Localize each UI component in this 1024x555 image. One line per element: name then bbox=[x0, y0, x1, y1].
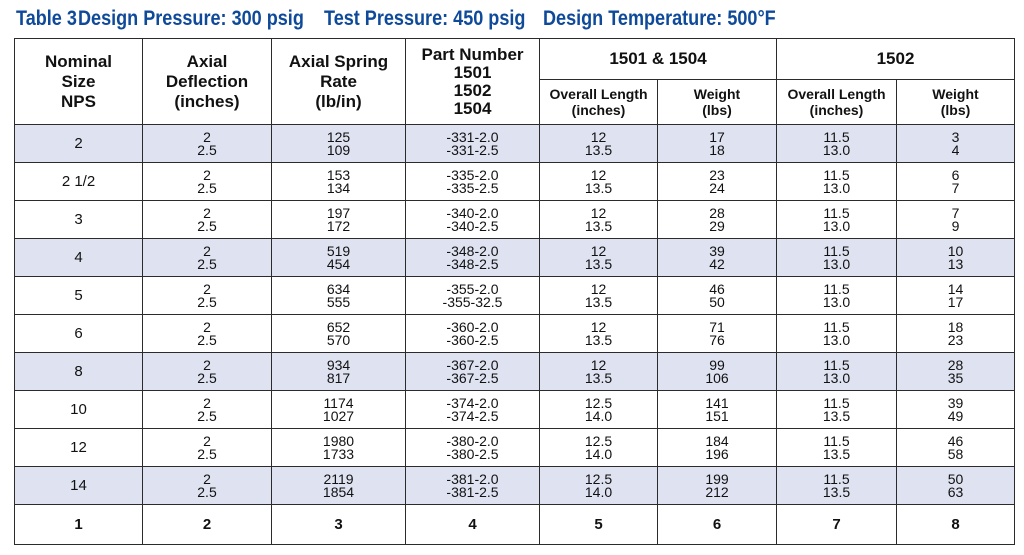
table-row bbox=[15, 353, 1015, 391]
table-row bbox=[15, 391, 1015, 429]
cell-length-a: 12.5 14.0 bbox=[540, 467, 658, 505]
cell-part-number: -381-2.0 -381-2.5 bbox=[406, 467, 540, 505]
cell-length-a: 12 13.5 bbox=[540, 163, 658, 201]
cell-length-a: 12 13.5 bbox=[540, 315, 658, 353]
cell-nps: 12 bbox=[15, 429, 143, 467]
cell-spring-rate: 1980 1733 bbox=[272, 429, 406, 467]
cell-nps: 6 bbox=[15, 315, 143, 353]
cell-spring-rate: 2119 1854 bbox=[272, 467, 406, 505]
column-number: 2 bbox=[143, 505, 272, 545]
table-title bbox=[16, 5, 813, 33]
header-overall-length-a: Overall Length (inches) bbox=[540, 80, 658, 125]
cell-length-a: 12 13.5 bbox=[540, 125, 658, 163]
cell-nps: 2 1/2 bbox=[15, 163, 143, 201]
column-number: 7 bbox=[777, 505, 897, 545]
header-group-1501-1504: 1501 & 1504 bbox=[540, 39, 777, 80]
cell-length-a: 12 13.5 bbox=[540, 277, 658, 315]
column-number: 8 bbox=[897, 505, 1015, 545]
cell-part-number: -380-2.0 -380-2.5 bbox=[406, 429, 540, 467]
cell-spring-rate: 1174 1027 bbox=[272, 391, 406, 429]
cell-spring-rate: 197 172 bbox=[272, 201, 406, 239]
cell-length-b: 11.5 13.0 bbox=[777, 239, 897, 277]
cell-length-a: 12.5 14.0 bbox=[540, 429, 658, 467]
cell-weight-a: 23 24 bbox=[658, 163, 777, 201]
header-group-1502: 1502 bbox=[777, 39, 1015, 80]
cell-part-number: -331-2.0 -331-2.5 bbox=[406, 125, 540, 163]
cell-spring-rate: 934 817 bbox=[272, 353, 406, 391]
table-row bbox=[15, 239, 1015, 277]
cell-weight-b: 50 63 bbox=[897, 467, 1015, 505]
header-nominal-size: Nominal Size NPS bbox=[15, 39, 143, 125]
cell-part-number: -348-2.0 -348-2.5 bbox=[406, 239, 540, 277]
cell-deflection: 2 2.5 bbox=[143, 163, 272, 201]
cell-nps: 2 bbox=[15, 125, 143, 163]
cell-length-b: 11.5 13.0 bbox=[777, 315, 897, 353]
column-number: 6 bbox=[658, 505, 777, 545]
cell-weight-b: 10 13 bbox=[897, 239, 1015, 277]
design-temperature: Design Temperature: 500°F bbox=[542, 7, 776, 30]
design-pressure: Design Pressure: 300 psig bbox=[77, 7, 304, 30]
cell-spring-rate: 652 570 bbox=[272, 315, 406, 353]
table-number: Table 3 bbox=[16, 7, 77, 30]
table-row bbox=[15, 315, 1015, 353]
cell-part-number: -335-2.0 -335-2.5 bbox=[406, 163, 540, 201]
cell-length-b: 11.5 13.5 bbox=[777, 429, 897, 467]
table-row bbox=[15, 277, 1015, 315]
cell-weight-a: 71 76 bbox=[658, 315, 777, 353]
header-overall-length-b: Overall Length (inches) bbox=[777, 80, 897, 125]
header-part-number: Part Number 1501 1502 1504 bbox=[406, 39, 540, 125]
column-number: 1 bbox=[15, 505, 143, 545]
cell-length-b: 11.5 13.0 bbox=[777, 125, 897, 163]
cell-weight-a: 99 106 bbox=[658, 353, 777, 391]
cell-length-b: 11.5 13.0 bbox=[777, 163, 897, 201]
header-weight-b: Weight (lbs) bbox=[897, 80, 1015, 125]
cell-weight-a: 39 42 bbox=[658, 239, 777, 277]
cell-spring-rate: 519 454 bbox=[272, 239, 406, 277]
column-number: 3 bbox=[272, 505, 406, 545]
cell-length-a: 12 13.5 bbox=[540, 239, 658, 277]
cell-weight-a: 141 151 bbox=[658, 391, 777, 429]
specification-table bbox=[14, 38, 1015, 545]
cell-deflection: 2 2.5 bbox=[143, 201, 272, 239]
cell-weight-b: 18 23 bbox=[897, 315, 1015, 353]
column-number-row bbox=[15, 505, 1015, 545]
cell-weight-a: 46 50 bbox=[658, 277, 777, 315]
cell-length-a: 12 13.5 bbox=[540, 353, 658, 391]
cell-spring-rate: 634 555 bbox=[272, 277, 406, 315]
cell-spring-rate: 125 109 bbox=[272, 125, 406, 163]
table-row bbox=[15, 201, 1015, 239]
cell-length-b: 11.5 13.0 bbox=[777, 277, 897, 315]
cell-length-b: 11.5 13.0 bbox=[777, 201, 897, 239]
table-row bbox=[15, 467, 1015, 505]
cell-weight-a: 184 196 bbox=[658, 429, 777, 467]
cell-weight-b: 28 35 bbox=[897, 353, 1015, 391]
cell-weight-b: 46 58 bbox=[897, 429, 1015, 467]
cell-deflection: 2 2.5 bbox=[143, 429, 272, 467]
cell-weight-b: 7 9 bbox=[897, 201, 1015, 239]
cell-part-number: -360-2.0 -360-2.5 bbox=[406, 315, 540, 353]
cell-nps: 10 bbox=[15, 391, 143, 429]
cell-deflection: 2 2.5 bbox=[143, 467, 272, 505]
cell-nps: 5 bbox=[15, 277, 143, 315]
cell-deflection: 2 2.5 bbox=[143, 239, 272, 277]
cell-nps: 3 bbox=[15, 201, 143, 239]
cell-length-a: 12.5 14.0 bbox=[540, 391, 658, 429]
cell-length-b: 11.5 13.0 bbox=[777, 353, 897, 391]
test-pressure: Test Pressure: 450 psig bbox=[324, 7, 526, 30]
cell-length-b: 11.5 13.5 bbox=[777, 391, 897, 429]
cell-deflection: 2 2.5 bbox=[143, 315, 272, 353]
cell-weight-b: 6 7 bbox=[897, 163, 1015, 201]
cell-weight-a: 28 29 bbox=[658, 201, 777, 239]
cell-deflection: 2 2.5 bbox=[143, 277, 272, 315]
cell-nps: 8 bbox=[15, 353, 143, 391]
cell-nps: 4 bbox=[15, 239, 143, 277]
cell-deflection: 2 2.5 bbox=[143, 125, 272, 163]
cell-weight-b: 3 4 bbox=[897, 125, 1015, 163]
cell-part-number: -374-2.0 -374-2.5 bbox=[406, 391, 540, 429]
cell-length-b: 11.5 13.5 bbox=[777, 467, 897, 505]
cell-nps: 14 bbox=[15, 467, 143, 505]
column-number: 4 bbox=[406, 505, 540, 545]
cell-part-number: -355-2.0 -355-32.5 bbox=[406, 277, 540, 315]
cell-deflection: 2 2.5 bbox=[143, 391, 272, 429]
header-axial-spring-rate: Axial Spring Rate (lb/in) bbox=[272, 39, 406, 125]
cell-weight-a: 17 18 bbox=[658, 125, 777, 163]
cell-spring-rate: 153 134 bbox=[272, 163, 406, 201]
header-weight-a: Weight (lbs) bbox=[658, 80, 777, 125]
column-number: 5 bbox=[540, 505, 658, 545]
cell-part-number: -340-2.0 -340-2.5 bbox=[406, 201, 540, 239]
table-row bbox=[15, 163, 1015, 201]
cell-deflection: 2 2.5 bbox=[143, 353, 272, 391]
cell-length-a: 12 13.5 bbox=[540, 201, 658, 239]
table-row bbox=[15, 125, 1015, 163]
cell-weight-b: 14 17 bbox=[897, 277, 1015, 315]
cell-weight-b: 39 49 bbox=[897, 391, 1015, 429]
table-row bbox=[15, 429, 1015, 467]
cell-weight-a: 199 212 bbox=[658, 467, 777, 505]
cell-part-number: -367-2.0 -367-2.5 bbox=[406, 353, 540, 391]
header-axial-deflection: Axial Deflection (inches) bbox=[143, 39, 272, 125]
